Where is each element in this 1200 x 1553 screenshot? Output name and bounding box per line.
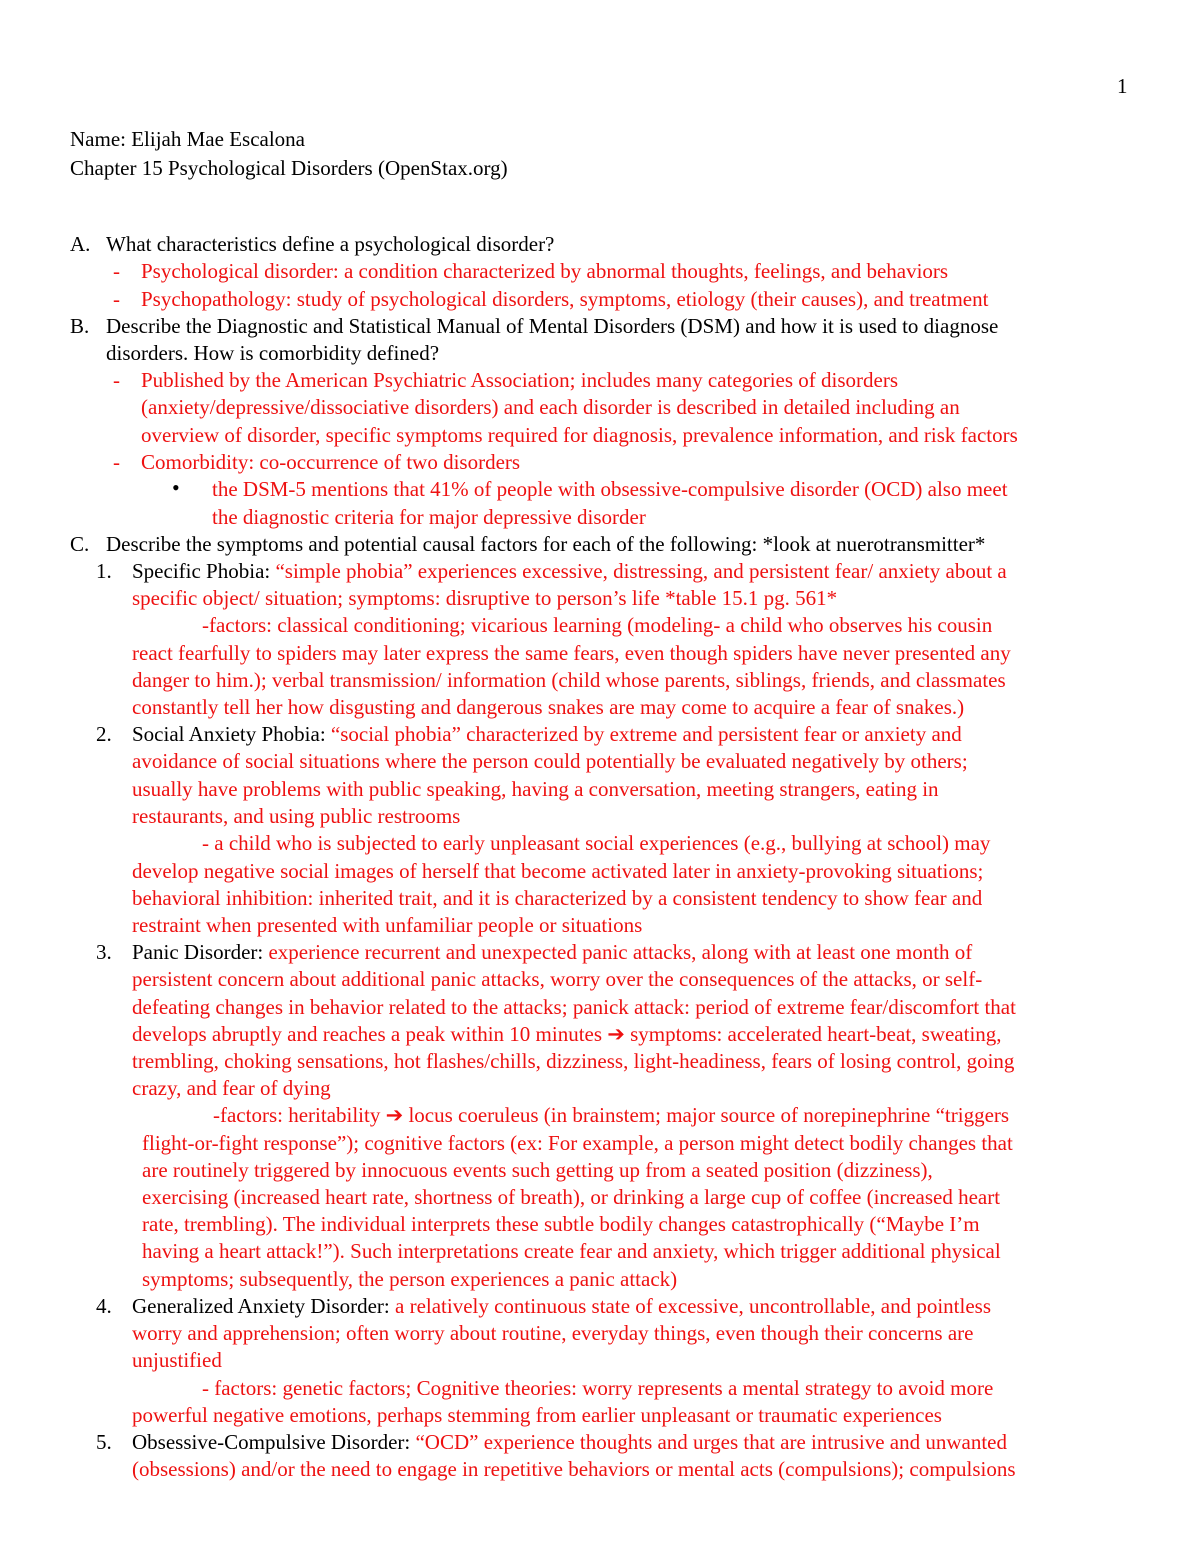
text-line: [106, 231, 554, 258]
question-text: What characteristics define a psychological disorder?: [106, 232, 555, 256]
item-heading: Social Anxiety Phobia:: [132, 722, 331, 746]
answer-text: flight-or-fight response”); cognitive factors (ex: For example, a person might detect bodily changes that: [142, 1131, 1013, 1155]
text-line: [106, 313, 998, 340]
text-line: [132, 640, 1011, 667]
list-marker: 3.: [96, 940, 112, 964]
list-marker: -: [113, 450, 120, 474]
text-line: [141, 367, 898, 394]
answer-text: are routinely triggered by innocuous events such getting up from a seated position (dizziness),: [142, 1158, 933, 1182]
bullet-marker: •: [172, 475, 180, 500]
text-line: [142, 1266, 677, 1293]
text-line: [142, 1130, 1013, 1157]
text-line: [132, 1347, 222, 1374]
answer-text: “OCD” experience thoughts and urges that are intrusive and unwanted: [415, 1430, 1007, 1454]
item-heading: Obsessive-Compulsive Disorder:: [132, 1430, 416, 1454]
answer-text: the DSM-5 mentions that 41% of people with obsessive-compulsive disorder (OCD) also meet: [212, 477, 1008, 501]
list-marker: -: [113, 287, 120, 311]
text-line: [132, 966, 982, 993]
text-line: [132, 1429, 1007, 1456]
question-text: Describe the Diagnostic and Statistical Manual of Mental Disorders (DSM) and how it is used to diagnose: [106, 314, 999, 338]
text-line: [132, 1402, 942, 1429]
text-line: [132, 694, 964, 721]
answer-text: develop negative social images of herself that become activated later in anxiety-provoking situations;: [132, 859, 984, 883]
text-line: [132, 885, 982, 912]
text-line: [202, 830, 990, 857]
answer-text: - a child who is subjected to early unpleasant social experiences (e.g., bullying at school) may: [202, 831, 991, 855]
list-marker: B.: [70, 314, 90, 338]
chapter-title: Chapter 15 Psychological Disorders (OpenStax.org): [70, 156, 508, 180]
answer-text: avoidance of social situations where the person could potentially be evaluated negatively by others;: [132, 749, 968, 773]
answer-text: usually have problems with public speaking, having a conversation, meeting strangers, eating in: [132, 777, 939, 801]
item-heading: Panic Disorder:: [132, 940, 269, 964]
answer-text: persistent concern about additional panic attacks, worry over the consequences of the attacks, or self-: [132, 967, 983, 991]
text-line: [141, 422, 1018, 449]
answer-text: -factors: classical conditioning; vicarious learning (modeling- a child who observes his cousin: [202, 613, 993, 637]
list-marker: -: [113, 368, 120, 392]
answer-text: (obsessions) and/or the need to engage in repetitive behaviors or mental acts (compulsions); compulsions: [132, 1457, 1016, 1481]
text-line: [141, 286, 988, 313]
list-marker: A.: [70, 232, 91, 256]
text-line: [132, 1456, 1016, 1483]
item-heading: Generalized Anxiety Disorder:: [132, 1294, 395, 1318]
item-heading: Specific Phobia:: [132, 559, 276, 583]
text-line: [132, 1293, 991, 1320]
answer-text: react fearfully to spiders may later express the same fears, even though spiders have never presented any: [132, 641, 1011, 665]
answer-text: exercising (increased heart rate, shortness of breath), or drinking a large cup of coffee (increased heart: [142, 1185, 1001, 1209]
text-line: [213, 1102, 1009, 1129]
answer-text: behavioral inhibition: inherited trait, and it is characterized by a consistent tendency to show fear and: [132, 886, 983, 910]
text-line: [132, 1075, 331, 1102]
text-line: [132, 748, 968, 775]
answer-text: experience recurrent and unexpected panic attacks, along with at least one month of: [268, 940, 973, 964]
answer-text: restaurants, and using public restrooms: [132, 804, 461, 828]
text-line: [132, 558, 1007, 585]
text-line: [212, 504, 646, 531]
page-number: 1: [1117, 74, 1128, 98]
answer-text: Psychological disorder: a condition characterized by abnormal thoughts, feelings, and behaviors: [141, 259, 949, 283]
text-line: [132, 721, 962, 748]
text-line: [132, 1048, 1014, 1075]
text-line: [142, 1211, 980, 1238]
question-text: Describe the symptoms and potential causal factors for each of the following: *look at nuerotransmitter*: [106, 532, 986, 556]
answer-text: specific object/ situation; symptoms: disruptive to person’s life *table 15.1 pg. 561*: [132, 586, 838, 610]
text-line: [141, 394, 960, 421]
question-text: disorders. How is comorbidity defined?: [106, 341, 440, 365]
answer-text: “social phobia” characterized by extreme and persistent fear or anxiety and: [330, 722, 962, 746]
text-line: [202, 1375, 993, 1402]
list-marker: 4.: [96, 1294, 112, 1318]
answer-text: danger to him.); verbal transmission/ information (child whose parents, siblings, friends, and classmates: [132, 668, 1006, 692]
text-line: [132, 1021, 1002, 1048]
answer-text: defeating changes in behavior related to the attacks; panick attack: period of extreme fear/discomfort that: [132, 995, 1016, 1019]
answer-text: overview of disorder, specific symptoms required for diagnosis, prevalence information, and risk factors: [141, 423, 1018, 447]
answer-text: trembling, choking sensations, hot flashes/chills, dizziness, light-headiness, fears of losing control, going: [132, 1049, 1015, 1073]
answer-text: a relatively continuous state of excessive, uncontrollable, and pointless: [395, 1294, 991, 1318]
answer-text: crazy, and fear of dying: [132, 1076, 331, 1100]
answer-text: - factors: genetic factors; Cognitive theories: worry represents a mental strategy to avoid more: [202, 1376, 994, 1400]
answer-text: worry and apprehension; often worry about routine, everyday things, even though their concerns are: [132, 1321, 974, 1345]
text-line: [106, 340, 439, 367]
text-line: [142, 1157, 933, 1184]
answer-text: having a heart attack!”). Such interpretations create fear and anxiety, which trigger additional physical: [142, 1239, 1001, 1263]
answer-text: symptoms; subsequently, the person experiences a panic attack): [142, 1267, 678, 1291]
text-line: [141, 449, 520, 476]
answer-text: constantly tell her how disgusting and dangerous snakes are may come to acquire a fear of snakes.): [132, 695, 965, 719]
list-marker: 1.: [96, 559, 112, 583]
answer-text: -factors: heritability ➔ locus coeruleus (in brainstem; major source of norepinephrine “triggers: [213, 1103, 1010, 1127]
text-line: [141, 258, 948, 285]
text-line: [202, 612, 992, 639]
text-line: [212, 476, 1008, 503]
student-name: Name: Elijah Mae Escalona: [70, 127, 305, 151]
answer-text: (anxiety/depressive/dissociative disorders) and each disorder is described in detailed including an: [141, 395, 960, 419]
answer-text: the diagnostic criteria for major depressive disorder: [212, 505, 646, 529]
list-marker: -: [113, 259, 120, 283]
text-line: [132, 585, 837, 612]
list-marker: 2.: [96, 722, 112, 746]
answer-text: Published by the American Psychiatric Association; includes many categories of disorders: [141, 368, 899, 392]
answer-text: restraint when presented with unfamiliar people or situations: [132, 913, 643, 937]
answer-text: “simple phobia” experiences excessive, distressing, and persistent fear/ anxiety about a: [275, 559, 1007, 583]
answer-text: Psychopathology: study of psychological disorders, symptoms, etiology (their causes), and treatment: [141, 287, 989, 311]
text-line: [132, 994, 1016, 1021]
answer-text: powerful negative emotions, perhaps stemming from earlier unpleasant or traumatic experiences: [132, 1403, 942, 1427]
list-marker: 5.: [96, 1430, 112, 1454]
list-marker: C.: [70, 532, 90, 556]
text-line: [132, 939, 972, 966]
answer-text: Comorbidity: co-occurrence of two disorders: [141, 450, 521, 474]
answer-text: unjustified: [132, 1348, 222, 1372]
text-line: [132, 667, 1006, 694]
text-line: [106, 531, 985, 558]
text-line: [142, 1238, 1001, 1265]
text-line: [132, 803, 460, 830]
text-line: [132, 912, 642, 939]
text-line: [132, 1320, 973, 1347]
answer-text: develops abruptly and reaches a peak within 10 minutes ➔ symptoms: accelerated heart-beat, sweating,: [132, 1022, 1002, 1046]
answer-text: rate, trembling). The individual interprets these subtle bodily changes catastrophically (“Maybe I’m: [142, 1212, 980, 1236]
text-line: [132, 776, 939, 803]
text-line: [142, 1184, 1000, 1211]
text-line: [132, 858, 983, 885]
